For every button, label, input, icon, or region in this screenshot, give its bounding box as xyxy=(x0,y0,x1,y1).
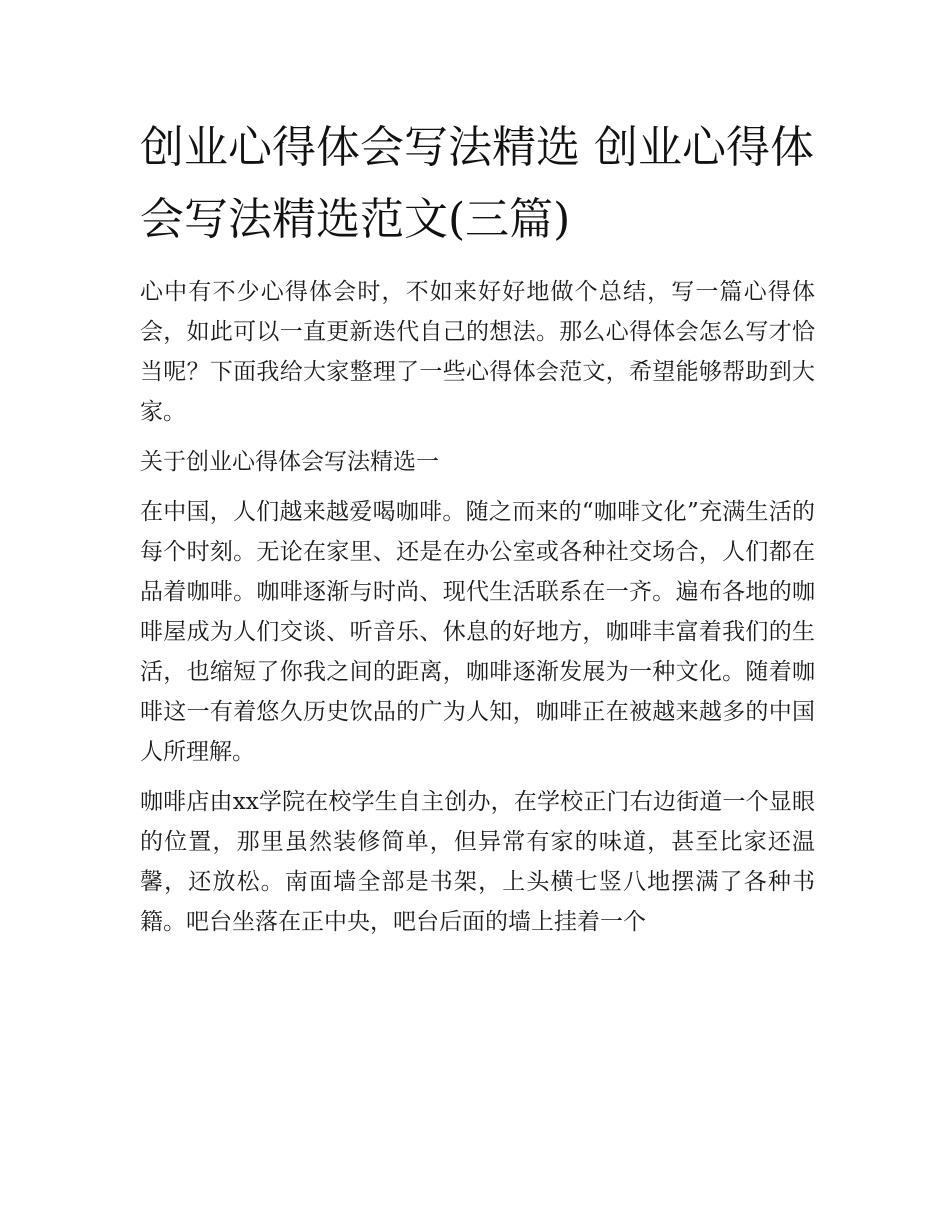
document-title: 创业心得体会写法精选 创业心得体会写法精选范文(三篇) xyxy=(140,122,814,245)
body-paragraph: 在中国，人们越来越爱喝咖啡。随之而来的“咖啡文化”充满生活的每个时刻。无论在家里、还是在办公室或各种社交场合，人们都在品着咖啡。咖啡逐渐与时尚、现代生活联系在一齐。遍布各地的咖啡屋成为人们交谈、听音乐、休息的好地方，咖啡丰富着我们的生活，也缩短了你我之间的距离，咖啡逐渐发展为一种文化。随着咖啡这一有着悠久历史饮品的广为人知，咖啡正在被越来越多的中国人所理解。 xyxy=(140,499,815,765)
intro-paragraph: 心中有不少心得体会时，不如来好好地做个总结，写一篇心得体会，如此可以一直更新迭代自己的想法。那么心得体会怎么写才恰当呢？下面我给大家整理了一些心得体会范文，希望能够帮助到大家。 xyxy=(140,279,815,425)
body-paragraph: 咖啡店由xx学院在校学生自主创办，在学校正门右边街道一个显眼的位置，那里虽然装修简单，但异常有家的味道，甚至比家还温馨，还放松。南面墙全部是书架，上头横七竖八地摆满了各种书籍。吧台坐落在正中央，吧台后面的墙上挂着一个 xyxy=(140,789,815,935)
document-page xyxy=(140,112,815,942)
section-heading: 关于创业心得体会写法精选一 xyxy=(140,449,439,475)
